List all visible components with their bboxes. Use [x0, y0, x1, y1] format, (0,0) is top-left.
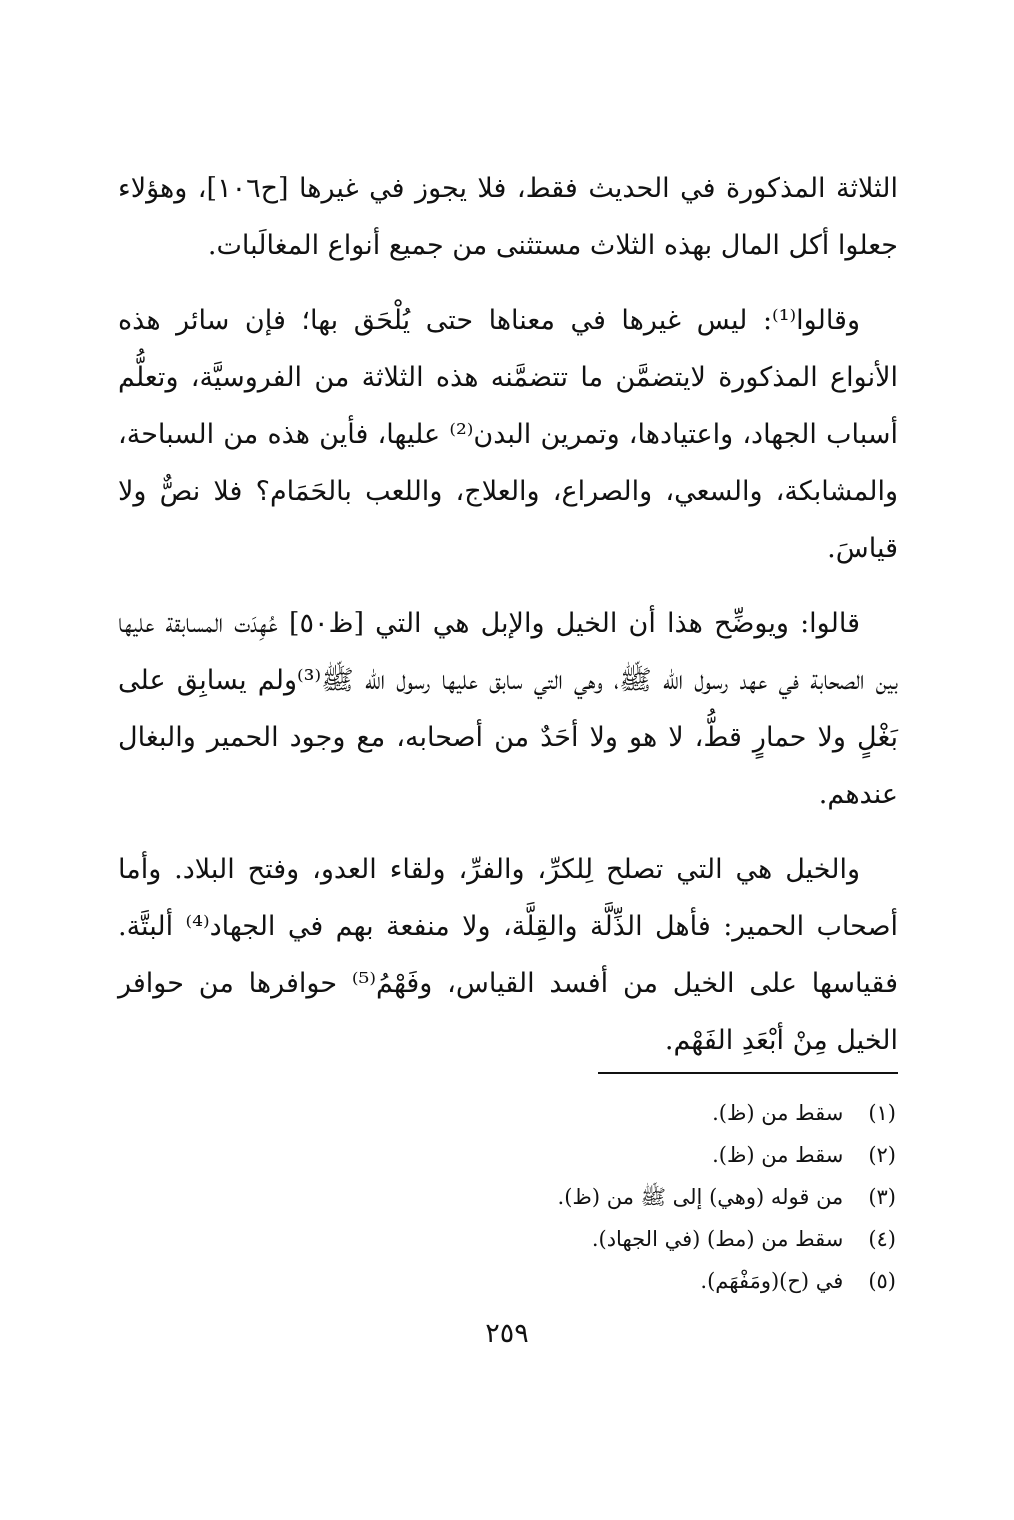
footnote-4: [196, 1218, 896, 1260]
footnote-text: سقط من (ظ).: [712, 1143, 844, 1167]
footnotes: [196, 1092, 896, 1302]
footnote-text: سقط من (ظ).: [712, 1101, 844, 1125]
paragraph-gap: [118, 577, 898, 595]
footnote-5: [196, 1260, 896, 1302]
footnote-number: (٥): [868, 1269, 896, 1293]
paragraph-gap: [118, 274, 898, 292]
footnote-2: [196, 1134, 896, 1176]
paragraph-2: وقالوا⁽¹⁾: ليس غيرها في معناها حتى يُلْحَق بها؛ فإن سائر هذه الأنواع المذكورة لايتضمَّن ما تتضمَّنه هذه الثلاثة من الفروسيَّة، وتعلُّم أسباب الجهاد، واعتيادها، وتمرين البدن⁽²⁾ عليها، فأين هذه من السباحة، والمشابكة، والسعي، والصراع، والعلاج، واللعب بالحَمَام؟ فلا نصٌّ ولا قياسَ.: [118, 305, 899, 564]
footnote-text: سقط من (مط) (في الجهاد).: [591, 1227, 844, 1251]
main-text: [118, 160, 898, 1069]
footnote-1: [196, 1092, 896, 1134]
footnote-number: (٢): [868, 1143, 896, 1167]
footnote-number: (٣): [868, 1185, 896, 1209]
paragraph-3: قالوا: ويوضِّح هذا أن الخيل والإبل هي التي [ظ٥٠] عُهِدَت المسابقة عليها بين الصحابة في عهد رسول الله ﷺ، وهي التي سابق عليها رسول الله ﷺ⁽³⁾ولم يسابِق على بَغْلٍ ولا حمارٍ قطُّ، لا هو ولا أحَدٌ من أصحابه، مع وجود الحمير والبغال عندهم.: [118, 608, 898, 810]
page-number: ٢٥٩: [485, 1318, 529, 1349]
paragraph-gap: [118, 823, 898, 841]
footnote-text: من قوله (وهي) إلى ﷺ من (ظ).: [557, 1185, 844, 1209]
paragraph-1: الثلاثة المذكورة في الحديث فقط، فلا يجوز في غيرها [ح١٠٦]، وهؤلاء جعلوا أكل المال بهذه الثلاث مستثنى من جميع أنواع المغالَبات.: [118, 173, 899, 261]
footnote-divider: [598, 1072, 898, 1074]
footnote-3: [196, 1176, 896, 1218]
footnote-number: (١): [868, 1101, 896, 1125]
footnote-number: (٤): [868, 1227, 896, 1251]
paragraph-4: والخيل هي التي تصلح لِلكرِّ، والفرِّ، ولقاء العدو، وفتح البلاد. وأما أصحاب الحمير: فأهل الذِّلَّة والقِلَّة، ولا منفعة بهم في الجهاد⁽⁴⁾ ألبتَّة. فقياسها على الخيل من أفسد القياس، وفَهْمُ⁽⁵⁾ حوافرها من حوافر الخيل مِنْ أبْعَدِ الفَهْم.: [118, 854, 899, 1056]
footnote-text: في (ح)(ومَفْهَم).: [700, 1269, 844, 1293]
